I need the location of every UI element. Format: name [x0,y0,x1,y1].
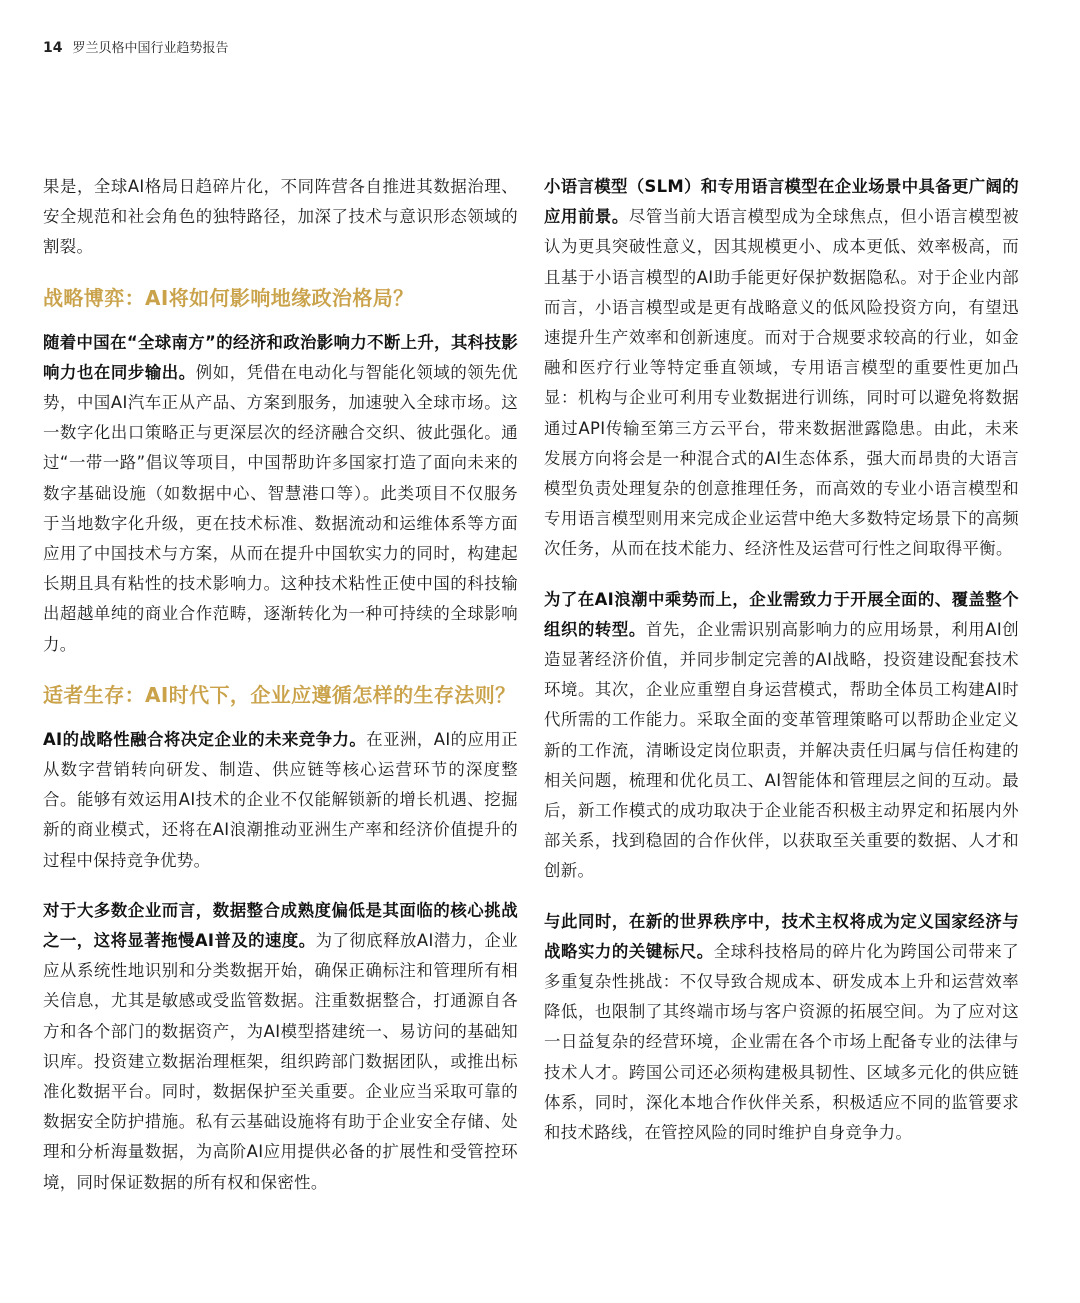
paragraph-tech-sovereignty [544,907,1019,1149]
paragraph-text: 在亚洲，AI的应用正从数字营销转向研发、制造、供应链等核心运营环节的深度整合。能够有效运用AI技术的企业不仅能解锁新的增长机遇、挖掘新的商业模式，还将在AI浪潮推动亚洲生产率和经济价值提升的过程中保持竞争优势。 [43,729,518,870]
paragraph-text: 为了彻底释放AI潜力，企业应从系统性地识别和分类数据开始，确保正确标注和管理所有相关信息，尤其是敏感或受监管数据。注重数据整合，打通源自各方和各个部门的数据资产，为AI模型搭建统一、易访问的基础知识库。投资建立数据治理框架，组织跨部门数据团队，或推出标准化数据平台。同时，数据保护至关重要。企业应当采取可靠的数据安全防护措施。私有云基础设施将有助于企业安全存储、处理和分析海量数据，为高阶AI应用提供必备的扩展性和受管控环境，同时保证数据的所有权和保密性。 [43,931,518,1192]
section-heading-survival: 适者生存：AI时代下，企业应遵循怎样的生存法则？ [43,682,516,707]
paragraph-text: 例如，凭借在电动化与智能化领域的领先优势，中国AI汽车正从产品、方案到服务，加速驶入全球市场。这一数字化出口策略正与更深层次的经济融合交织、彼此强化。通过“一带一路”倡议等项目，中国帮助许多国家打造了面向未来的数字基础设施（如数据中心、智慧港口等）。此类项目不仅服务于当地数字化升级，更在技术标准、数据流动和运维体系等方面应用了中国技术与方案，从而在提升中国软实力的同时，构建起长期且具有粘性的技术影响力。这种技术粘性正使中国的科技输出超越单纯的商业合作范畴，逐渐转化为一种可持续的全球影响力。 [43,362,518,654]
paragraph-transformation [544,585,1019,887]
paragraph-lead: 小语言模型（SLM）和专用语言模型在企业场景中具备更广阔的应用前景。 [544,177,1019,227]
paragraph-lead: 为了在AI浪潮中乘势而上，企业需致力于开展全面的、覆盖整个组织的转型。 [544,589,1019,639]
report-title: 罗兰贝格中国行业趋势报告 [72,41,229,56]
paragraph-slm [544,172,1019,565]
page-header [43,37,229,56]
paragraph-global-south [43,328,518,660]
section-heading-geopolitics: 战略博弈：AI将如何影响地缘政治格局？ [43,285,414,310]
paragraph-lead: 随着中国在“全球南方”的经济和政治影响力不断上升，其科技影响力也在同步输出。 [43,332,518,382]
paragraph-lead: 与此同时，在新的世界秩序中，技术主权将成为定义国家经济与战略实力的关键标尺。 [544,911,1019,961]
right-column [544,172,1019,1168]
paragraph-continuation [43,172,518,263]
paragraph-lead: 对于大多数企业而言，数据整合成熟度偏低是其面临的核心挑战之一，这将显著拖慢AI普及的速度。 [43,900,518,951]
paragraph-data-integration [43,896,518,1198]
page-number: 14 [43,40,63,56]
left-column [43,172,518,1218]
paragraph-text: 果是，全球AI格局日趋碎片化，不同阵营各自推进其数据治理、安全规范和社会角色的独特路径，加深了技术与意识形态领域的割裂。 [43,177,518,257]
paragraph-text: 首先，企业需识别高影响力的应用场景，利用AI创造显著经济价值，并同步制定完善的AI战略，投资建设配套技术环境。其次，企业应重塑自身运营模式，帮助全体员工构建AI时代所需的工作能力。采取全面的变革管理策略可以帮助企业定义新的工作流，清晰设定岗位职责，并解决责任归属与信任构建的相关问题，梳理和优化员工、AI智能体和管理层之间的互动。最后，新工作模式的成功取决于企业能否积极主动界定和拓展内外部关系，找到稳固的合作伙伴，以获取至关重要的数据、人才和创新。 [544,619,1019,881]
paragraph-text: 全球科技格局的碎片化为跨国公司带来了多重复杂性挑战：不仅导致合规成本、研发成本上升和运营效率降低，也限制了其终端市场与客户资源的拓展空间。为了应对这一日益复杂的经营环境，企业需在各个市场上配备专业的法律与技术人才。跨国公司还必须构建极具韧性、区域多元化的供应链体系，同时，深化本地合作伙伴关系，积极适应不同的监管要求和技术路线，在管控风险的同时维护自身竞争力。 [544,941,1019,1143]
paragraph-lead: AI的战略性融合将决定企业的未来竞争力。 [43,729,367,749]
paragraph-text: 尽管当前大语言模型成为全球焦点，但小语言模型被认为更具突破性意义，因其规模更小、成本更低、效率极高，而且基于小语言模型的AI助手能更好保护数据隐私。对于企业内部而言，小语言模型或是更有战略意义的低风险投资方向，有望迅速提升生产效率和创新速度。而对于合规要求较高的行业，如金融和医疗行业等特定垂直领域，专用语言模型的重要性更加凸显：机构与企业可利用专业数据进行训练，同时可以避免将数据通过API传输至第三方云平台，带来数据泄露隐患。由此，未来发展方向将会是一种混合式的AI生态体系，强大而昂贵的大语言模型负责处理复杂的创意推理任务，而高效的专业小语言模型和专用语言模型则用来完成企业运营中绝大多数特定场景下的高频次任务，从而在技术能力、经济性及运营可行性之间取得平衡。 [544,207,1020,559]
paragraph-ai-integration [43,725,518,876]
